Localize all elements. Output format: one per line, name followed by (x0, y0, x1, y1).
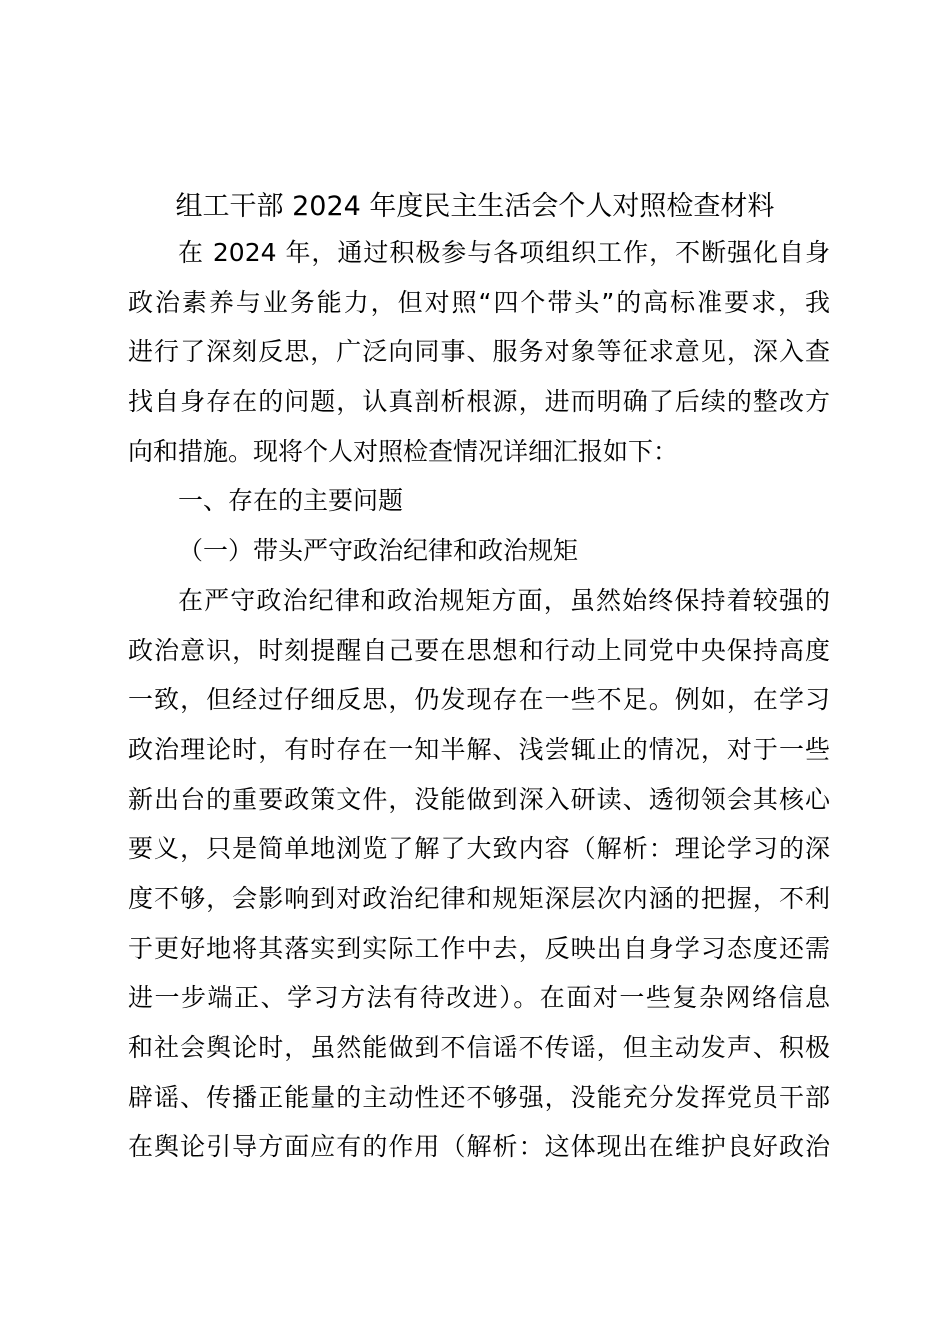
text-line: 度不够，会影响到对政治纪律和规矩深层次内涵的把握，不利 (128, 883, 830, 913)
document-body (128, 228, 830, 1172)
text-line: 新出台的重要政策文件，没能做到深入研读、透彻领会其核心 (128, 784, 830, 814)
text-line: 向和措施。现将个人对照检查情况详细汇报如下： (128, 436, 679, 466)
section-heading: 一、存在的主要问题 (178, 486, 404, 516)
text-line: 政治意识，时刻提醒自己要在思想和行动上同党中央保持高度 (128, 635, 830, 665)
text-line: 一致，但经过仔细反思，仍发现存在一些不足。例如，在学习 (128, 685, 830, 715)
subsection-heading: （一）带头严守政治纪律和政治规矩 (178, 536, 579, 566)
text-line: 在舆论引导方面应有的作用（解析：这体现出在维护良好政治 (128, 1132, 830, 1162)
text-line: 政治素养与业务能力，但对照“四个带头”的高标准要求，我 (128, 287, 830, 317)
text-line: 找自身存在的问题，认真剖析根源，进而明确了后续的整改方 (128, 387, 830, 417)
text-line: 于更好地将其落实到实际工作中去，反映出自身学习态度还需 (128, 933, 830, 963)
text-line: 政治理论时，有时存在一知半解、浅尝辄止的情况，对于一些 (128, 734, 830, 764)
text-line: 辟谣、传播正能量的主动性还不够强，没能充分发挥党员干部 (128, 1082, 830, 1112)
text-line: 要义，只是简单地浏览了解了大致内容（解析：理论学习的深 (128, 834, 830, 864)
text-line: 在严守政治纪律和政治规矩方面，虽然始终保持着较强的 (178, 585, 830, 615)
text-line: 和社会舆论时，虽然能做到不信谣不传谣，但主动发声、积极 (128, 1033, 830, 1062)
text-line: 进一步端正、学习方法有待改进）。在面对一些复杂网络信息 (128, 983, 830, 1013)
document-title: 组工干部 2024 年度民主生活会个人对照检查材料 (175, 191, 775, 222)
text-line: 在 2024 年，通过积极参与各项组织工作，不断强化自身 (178, 238, 830, 267)
text-line: 进行了深刻反思，广泛向同事、服务对象等征求意见，深入查 (128, 337, 830, 367)
